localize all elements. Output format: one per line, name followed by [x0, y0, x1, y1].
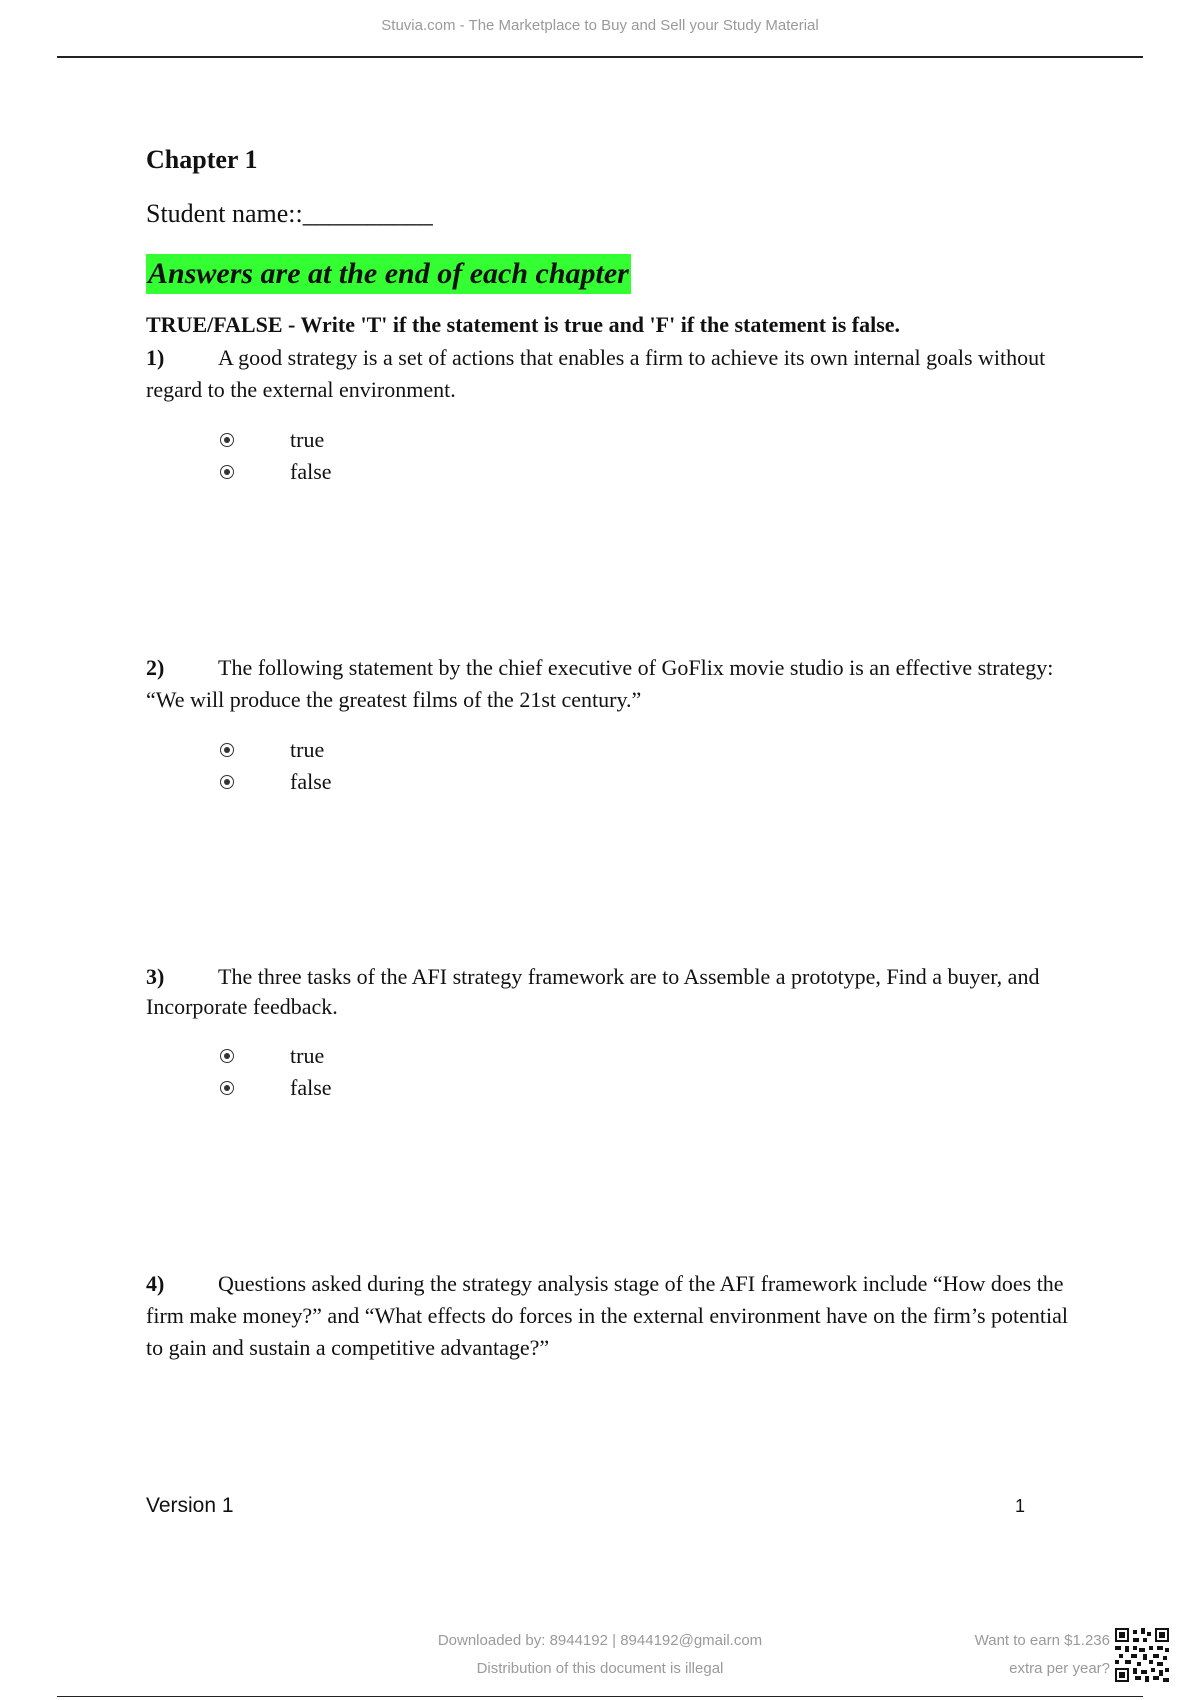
radio-icon[interactable]: [220, 433, 234, 447]
earn-promo-line2[interactable]: extra per year?: [1009, 1660, 1110, 1677]
question-2: [146, 652, 1086, 716]
option-label: false: [290, 1075, 332, 1100]
question-number: 3): [146, 964, 165, 989]
radio-icon[interactable]: [220, 775, 234, 789]
option-label: false: [290, 769, 332, 794]
footer-rule: [57, 1696, 1143, 1697]
option-true[interactable]: [220, 1040, 1086, 1072]
option-true[interactable]: [220, 424, 1086, 456]
document-body: [146, 140, 1086, 1364]
student-name-field: Student name::__________: [146, 199, 433, 228]
option-label: true: [290, 737, 325, 762]
question-4: [146, 1268, 1086, 1364]
question-text: The three tasks of the AFI strategy framework are to Assemble a prototype, Find a buyer, and Incorporate feedback.: [146, 964, 1040, 1019]
header-rule: [57, 56, 1143, 58]
section-heading: TRUE/FALSE - Write 'T' if the statement is true and 'F' if the statement is false.: [146, 312, 901, 337]
downloaded-by: Downloaded by: 8944192 | 8944192@gmail.com: [437, 1632, 763, 1649]
question-1: [146, 342, 1086, 406]
option-false[interactable]: [220, 766, 1086, 798]
radio-icon[interactable]: [220, 465, 234, 479]
stuvia-watermark: Stuvia.com - The Marketplace to Buy and Sell your Study Material: [381, 17, 819, 34]
option-label: true: [290, 1043, 325, 1068]
question-number: 4): [146, 1271, 165, 1296]
radio-icon[interactable]: [220, 1049, 234, 1063]
qr-code-icon[interactable]: [1115, 1628, 1169, 1682]
question-text: Questions asked during the strategy analysis stage of the AFI framework include “How does the firm make money?” and “What effects do forces in the external environment have on the firm’s potential to gain and sustain a competitive advantage?”: [146, 1271, 1069, 1360]
option-label: true: [290, 427, 325, 452]
option-label: false: [290, 459, 332, 484]
version-label: Version 1: [146, 1494, 234, 1517]
question-3: [146, 962, 1086, 1022]
option-false[interactable]: [220, 456, 1086, 488]
page-number: 1: [1015, 1496, 1026, 1516]
question-number: 1): [146, 345, 165, 370]
question-text: The following statement by the chief executive of GoFlix movie studio is an effective strategy: “We will produce the greatest films of the 21st century.”: [146, 655, 1054, 712]
earn-promo-line1[interactable]: Want to earn $1.236: [974, 1632, 1110, 1649]
answers-banner: Answers are at the end of each chapter: [146, 254, 631, 294]
option-false[interactable]: [220, 1072, 1086, 1104]
question-2-options: [220, 734, 1086, 798]
question-3-options: [220, 1040, 1086, 1104]
option-true[interactable]: [220, 734, 1086, 766]
question-1-options: [220, 424, 1086, 488]
question-text: A good strategy is a set of actions that enables a firm to achieve its own internal goals without regard to the external environment.: [146, 345, 1046, 402]
chapter-title: Chapter 1: [146, 145, 258, 174]
radio-icon[interactable]: [220, 743, 234, 757]
radio-icon[interactable]: [220, 1081, 234, 1095]
distribution-notice: Distribution of this document is illegal: [476, 1660, 724, 1677]
question-number: 2): [146, 655, 165, 680]
